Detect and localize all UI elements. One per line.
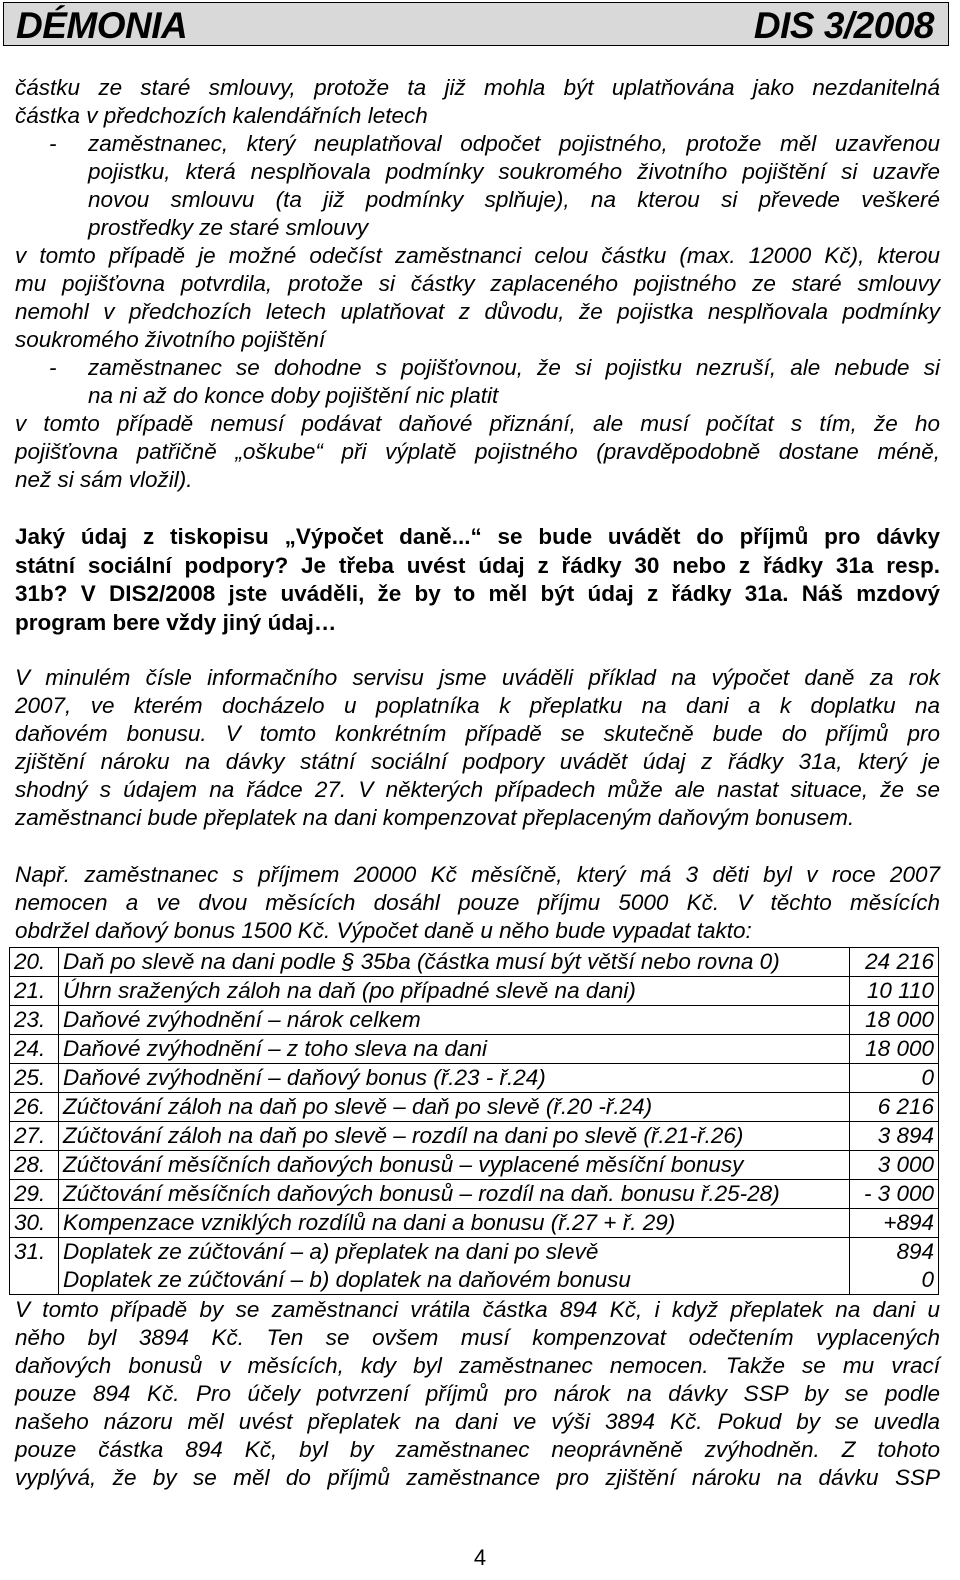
row-description: Úhrn sražených záloh na daň (po případné slevě na dani) — [59, 977, 850, 1006]
page-header — [3, 2, 949, 46]
paragraph — [15, 242, 940, 354]
text-line: vyplývá, že by se měl do příjmů zaměstnance pro zjištění nároku na dávku SSP — [15, 1465, 940, 1490]
intro-paragraph — [15, 74, 940, 130]
text-line: 2007, ve kterém docházelo u poplatníka k přeplatku na dani a k doplatku na — [15, 693, 940, 718]
example-paragraph — [15, 861, 940, 945]
row-value: 3 000 — [850, 1151, 939, 1180]
text-line: V tomto případě by se zaměstnanci vrátila částka 894 Kč, i když přeplatek na dani u — [15, 1297, 940, 1322]
row-description: Daňové zvýhodnění – z toho sleva na dani — [59, 1035, 850, 1064]
row-description: Zúčtování měsíčních daňových bonusů – vyplacené měsíční bonusy — [59, 1151, 850, 1180]
text-line: na ni až do konce doby pojištění nic platit — [88, 383, 499, 408]
row-number: 24. — [10, 1035, 59, 1064]
text-line: Jaký údaj z tiskopisu „Výpočet daně...“ se bude uvádět do příjmů pro dávky — [15, 524, 940, 549]
row-description-line: Doplatek ze zúčtování – b) doplatek na daňovém bonusu — [63, 1267, 631, 1292]
text-line: něho byl 3894 Kč. Ten se ovšem musí kompenzovat odečtením vyplacených — [15, 1325, 940, 1350]
row-description: Daň po slevě na dani podle § 35ba (částka musí být větší nebo rovna 0) — [59, 948, 850, 977]
text-line: zaměstnanec se dohodne s pojišťovnou, že si pojistku nezruší, ale nebude si — [88, 355, 940, 380]
table-row — [10, 1151, 939, 1180]
text-line: pojistku, která nesplňovala podmínky soukromého životního pojištění si uzavře — [88, 159, 940, 184]
text-line: pouze částka 894 Kč, byl by zaměstnanec neoprávněně zvýhodněn. Z tohoto — [15, 1437, 940, 1462]
row-value: 0 — [850, 1064, 939, 1093]
question-paragraph — [15, 523, 940, 637]
bullet-item — [15, 130, 940, 242]
table-row — [10, 1035, 939, 1064]
bullet-dash: - — [49, 355, 57, 380]
text-line: pouze 894 Kč. Pro účely potvrzení příjmů pro nárok na dávky SSP by se podle — [15, 1381, 940, 1406]
paragraph — [15, 410, 940, 494]
text-line: nemohl v předchozích letech uplatňovat z důvodu, že pojistka nesplňovala podmínky — [15, 299, 940, 324]
row-number: 26. — [10, 1093, 59, 1122]
text-line: částku ze staré smlouvy, protože ta již mohla být uplatňována jako nezdanitelná — [15, 75, 940, 100]
table-row — [10, 1064, 939, 1093]
text-line: obdržel daňový bonus 1500 Kč. Výpočet daně u něho bude vypadat takto: — [15, 918, 752, 943]
text-line: program bere vždy jiný údaj… — [15, 609, 337, 635]
text-line: než si sám vložil). — [15, 467, 193, 492]
table-row — [10, 977, 939, 1006]
tax-calculation-table — [9, 947, 939, 1295]
text-line: zaměstnanci bude přeplatek na dani kompenzovat přeplaceným daňovým bonusem. — [15, 805, 855, 830]
row-value: 18 000 — [850, 1035, 939, 1064]
text-line: novou smlouvu (ta již podmínky splňuje), na kterou si převede veškeré — [88, 187, 940, 212]
text-line: částka v předchozích kalendářních letech — [15, 103, 428, 128]
text-line: státní sociální podpory? Je třeba uvést údaj z řádky 30 nebo z řádky 31a resp. — [15, 552, 940, 578]
text-line: mu pojišťovna potvrdila, protože si částky zaplaceného pojistného ze staré smlouvy — [15, 271, 940, 296]
row-description-line: Doplatek ze zúčtování – a) přeplatek na dani po slevě — [63, 1239, 599, 1264]
row-description: Zúčtování záloh na daň po slevě – daň po slevě (ř.20 -ř.24) — [59, 1093, 850, 1122]
text-line: V minulém čísle informačního servisu jsme uváděli příklad na výpočet daně za rok — [15, 665, 940, 690]
bullet-item — [15, 354, 940, 410]
text-line: v tomto případě nemusí podávat daňové přiznání, ale musí počítat s tím, že ho — [15, 411, 940, 436]
row-number: 21. — [10, 977, 59, 1006]
text-line: prostředky ze staré smlouvy — [88, 215, 369, 240]
text-line: Např. zaměstnanec s příjmem 20000 Kč měsíčně, který má 3 děti byl v roce 2007 — [15, 862, 940, 887]
bullet-dash: - — [49, 131, 57, 156]
row-value: 6 216 — [850, 1093, 939, 1122]
text-line: zjištění nároku na dávky státní sociální podpory uvádět údaj z řádky 31a, který je — [15, 749, 940, 774]
table-row — [10, 1093, 939, 1122]
row-number: 31. — [10, 1238, 59, 1295]
table-row — [10, 948, 939, 977]
text-line: shodný s údajem na řádce 27. V některých případech může ale nastat situace, že se — [15, 777, 940, 802]
row-value: +894 — [850, 1209, 939, 1238]
row-description: Zúčtování záloh na daň po slevě – rozdíl na dani po slevě (ř.21-ř.26) — [59, 1122, 850, 1151]
row-number: 23. — [10, 1006, 59, 1035]
row-number: 28. — [10, 1151, 59, 1180]
page-number: 4 — [473, 1545, 487, 1570]
row-value-line: 0 — [921, 1267, 934, 1292]
table-row — [10, 1180, 939, 1209]
text-line: daňových bonusů v měsících, kdy byl zaměstnanec nemocen. Takže se mu vrací — [15, 1353, 940, 1378]
table-row — [10, 1122, 939, 1151]
text-line: zaměstnanec, který neuplatňoval odpočet pojistného, protože měl uzavřenou — [88, 131, 940, 156]
row-value: - 3 000 — [850, 1180, 939, 1209]
text-line: našeho názoru měl uvést přeplatek na dani ve výši 3894 Kč. Pokud by se uvedla — [15, 1409, 940, 1434]
row-description: Daňové zvýhodnění – nárok celkem — [59, 1006, 850, 1035]
publication-name: DÉMONIA — [16, 5, 188, 46]
row-number: 27. — [10, 1122, 59, 1151]
row-number: 20. — [10, 948, 59, 977]
issue-number: DIS 3/2008 — [753, 5, 934, 46]
text-line: 31b? V DIS2/2008 jste uváděli, že by to měl být údaj z řádky 31a. Náš mzdový — [15, 581, 940, 606]
text-line: soukromého životního pojištění — [15, 327, 326, 352]
row-number: 29. — [10, 1180, 59, 1209]
row-number: 30. — [10, 1209, 59, 1238]
row-value: 10 110 — [850, 977, 939, 1006]
table-row — [10, 1209, 939, 1238]
table-row — [10, 1006, 939, 1035]
table-row — [10, 1238, 939, 1295]
row-value-line: 894 — [896, 1239, 934, 1264]
text-line: pojišťovna patřičně „oškube“ při výplatě pojistného (pravděpodobně dostane méně, — [15, 439, 940, 464]
row-description — [59, 1238, 850, 1295]
row-description: Kompenzace vzniklých rozdílů na dani a bonusu (ř.27 + ř. 29) — [59, 1209, 850, 1238]
row-number: 25. — [10, 1064, 59, 1093]
answer-paragraph — [15, 664, 940, 832]
row-description: Zúčtování měsíčních daňových bonusů – rozdíl na daň. bonusu ř.25-28) — [59, 1180, 850, 1209]
text-line: v tomto případě je možné odečíst zaměstnanci celou částku (max. 12000 Kč), kterou — [15, 243, 940, 268]
row-description: Daňové zvýhodnění – daňový bonus (ř.23 - ř.24) — [59, 1064, 850, 1093]
text-line: daňovém bonusu. V tomto konkrétním případě se skutečně bude do příjmů pro — [15, 721, 940, 746]
row-value: 3 894 — [850, 1122, 939, 1151]
closing-paragraph — [15, 1296, 940, 1492]
row-value: 24 216 — [850, 948, 939, 977]
row-value — [850, 1238, 939, 1295]
row-value: 18 000 — [850, 1006, 939, 1035]
text-line: nemocen a ve dvou měsících dosáhl pouze příjmu 5000 Kč. V těchto měsících — [15, 890, 940, 915]
